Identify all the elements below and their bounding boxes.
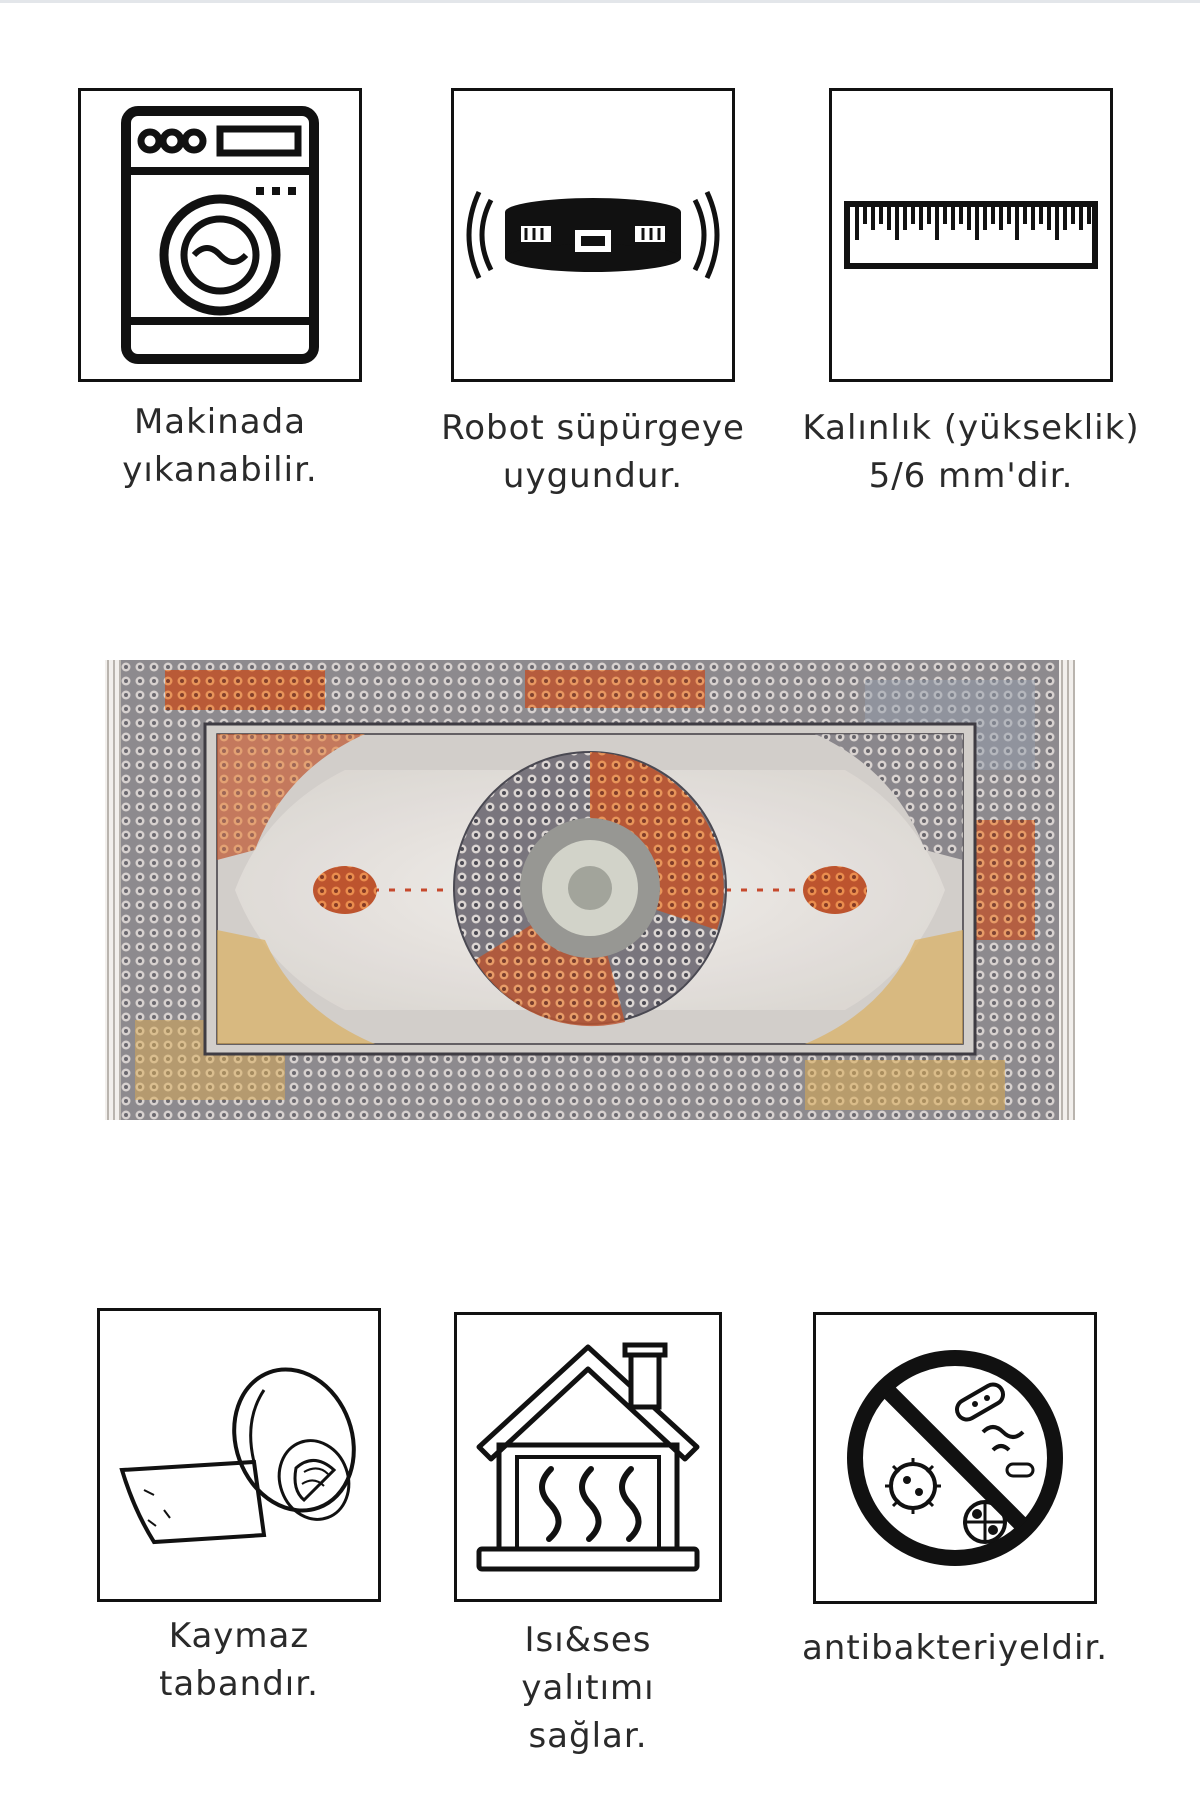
rolled-rug-icon — [114, 1360, 364, 1550]
feature-caption-insulation: Isı&ses yalıtımı sağlar. — [521, 1620, 655, 1756]
washing-machine-box — [78, 88, 362, 382]
feature-caption-antibacterial: antibakteriyeldir. — [801, 1628, 1109, 1668]
top-divider — [0, 0, 1200, 3]
washing-machine-icon — [120, 105, 320, 365]
robot-vacuum-box — [451, 88, 735, 382]
rug-product-image — [105, 660, 1075, 1120]
feature-caption-robot-vacuum: Robot süpürgeye uygundur. — [441, 408, 745, 496]
feature-caption-thickness: Kalınlık (yükseklik) 5/6 mm'dir. — [802, 408, 1140, 496]
robot-vacuum-icon — [463, 180, 723, 290]
house-heat-icon — [473, 1337, 703, 1577]
feature-caption-non-slip: Kaymaz tabandır. — [159, 1616, 319, 1704]
feature-caption-washable: Makinada yıkanabilir. — [122, 402, 318, 490]
ruler-box — [829, 88, 1113, 382]
antibacterial-box — [813, 1312, 1097, 1604]
house-heat-box — [454, 1312, 722, 1602]
ruler-icon — [843, 200, 1099, 270]
antibacterial-icon — [843, 1346, 1067, 1570]
rolled-rug-box — [97, 1308, 381, 1602]
